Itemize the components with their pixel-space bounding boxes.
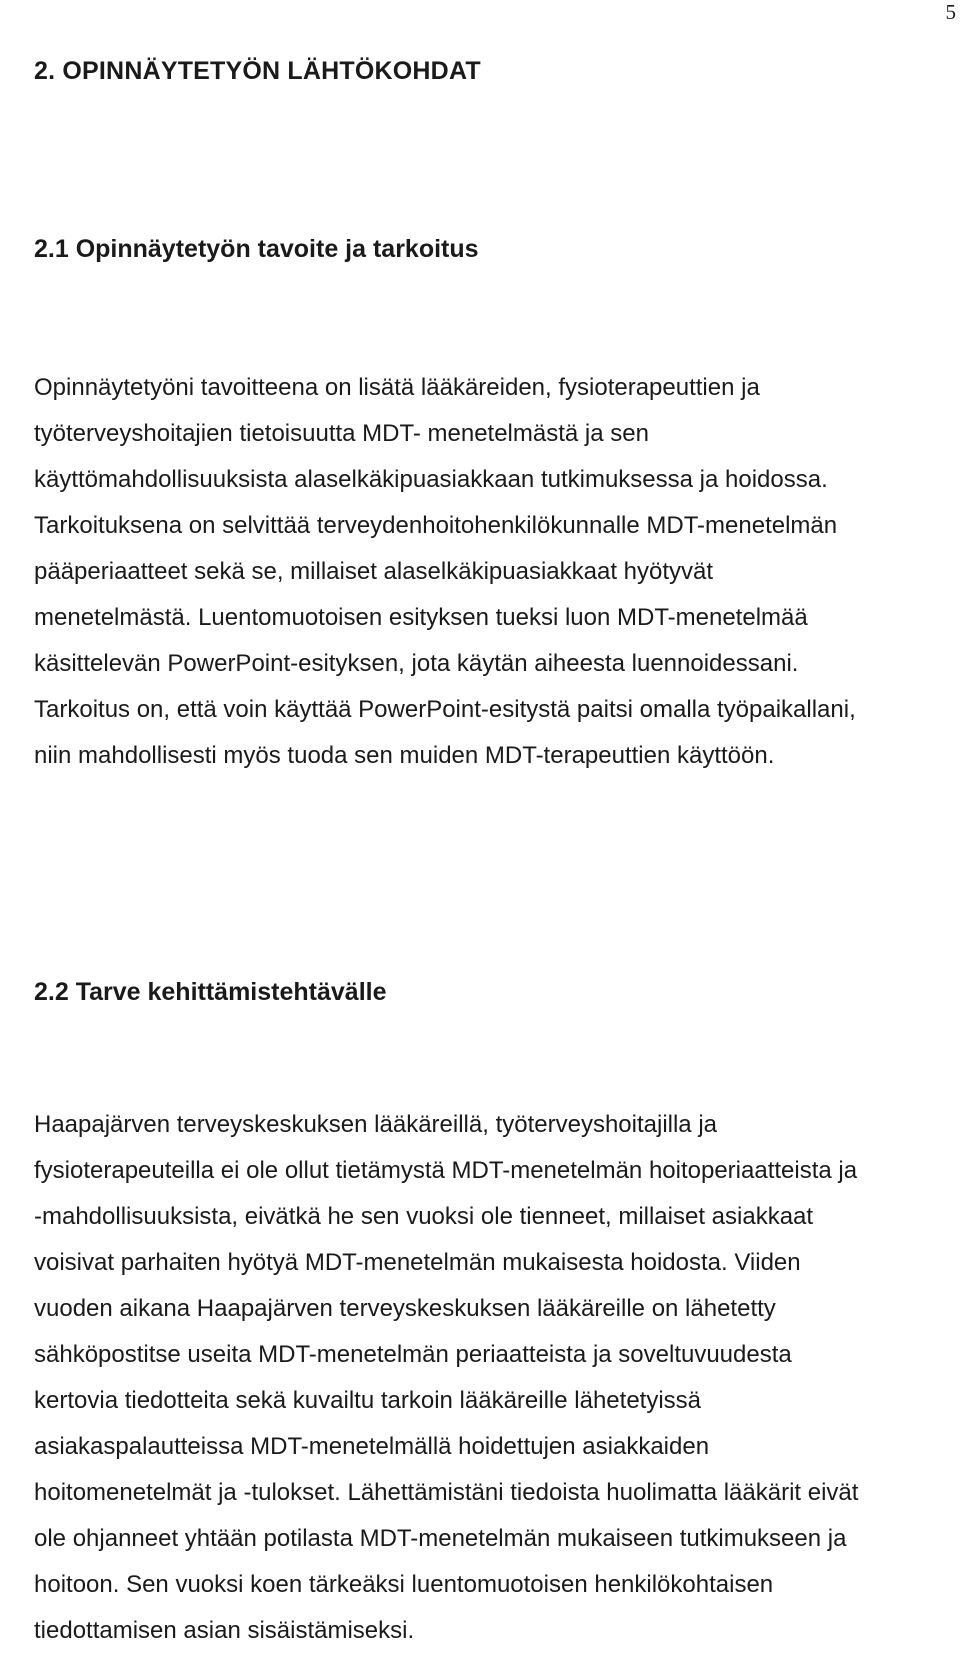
chapter-heading: 2. OPINNÄYTETYÖN LÄHTÖKOHDAT	[34, 57, 481, 85]
paragraph-line: käsittelevän PowerPoint-esityksen, jota käytän aiheesta luennoidessani.	[34, 650, 799, 677]
paragraph-line: Opinnäytetyöni tavoitteena on lisätä lääkäreiden, fysioterapeuttien ja	[34, 374, 760, 401]
section-paragraph-need	[34, 1102, 954, 1654]
section-heading-need: 2.2 Tarve kehittämistehtävälle	[34, 978, 387, 1006]
paragraph-line: Tarkoituksena on selvittää terveydenhoitohenkilökunnalle MDT-menetelmän	[34, 512, 838, 539]
paragraph-line: pääperiaatteet sekä se, millaiset alaselkäkipuasiakkaat hyötyvät	[34, 558, 714, 585]
paragraph-line: niin mahdollisesti myös tuoda sen muiden MDT-terapeuttien käyttöön.	[34, 742, 775, 769]
paragraph-line: käyttömahdollisuuksista alaselkäkipuasiakkaan tutkimuksessa ja hoidossa.	[34, 466, 828, 493]
paragraph-line: hoitoon. Sen vuoksi koen tärkeäksi luentomuotoisen henkilökohtaisen	[34, 1571, 774, 1598]
paragraph-line: kertovia tiedotteita sekä kuvailtu tarkoin lääkäreille lähetetyissä	[34, 1387, 702, 1414]
page-number: 5	[945, 0, 956, 24]
paragraph-line: hoitomenetelmät ja -tulokset. Lähettämistäni tiedoista huolimatta lääkärit eivät	[34, 1479, 859, 1506]
paragraph-line: asiakaspalautteissa MDT-menetelmällä hoidettujen asiakkaiden	[34, 1433, 710, 1460]
paragraph-line: sähköpostitse useita MDT-menetelmän periaatteista ja soveltuvuudesta	[34, 1341, 792, 1368]
paragraph-line: vuoden aikana Haapajärven terveyskeskuksen lääkäreille on lähetetty	[34, 1295, 776, 1322]
section-paragraph-goal	[34, 365, 954, 779]
paragraph-line: Tarkoitus on, että voin käyttää PowerPoint-esitystä paitsi omalla työpaikallani,	[34, 696, 856, 723]
paragraph-line: -mahdollisuuksista, eivätkä he sen vuoksi ole tienneet, millaiset asiakkaat	[34, 1203, 814, 1230]
paragraph-line: tiedottamisen asian sisäistämiseksi.	[34, 1617, 415, 1644]
paragraph-line: voisivat parhaiten hyötyä MDT-menetelmän mukaisesta hoidosta. Viiden	[34, 1249, 801, 1276]
paragraph-line: fysioterapeuteilla ei ole ollut tietämystä MDT-menetelmän hoitoperiaatteista ja	[34, 1157, 858, 1184]
section-heading-goal: 2.1 Opinnäytetyön tavoite ja tarkoitus	[34, 235, 479, 263]
paragraph-line: työterveyshoitajien tietoisuutta MDT- menetelmästä ja sen	[34, 420, 649, 447]
paragraph-line: ole ohjanneet yhtään potilasta MDT-menetelmän mukaiseen tutkimukseen ja	[34, 1525, 847, 1552]
paragraph-line: Haapajärven terveyskeskuksen lääkäreillä, työterveyshoitajilla ja	[34, 1111, 718, 1138]
paragraph-line: menetelmästä. Luentomuotoisen esityksen tueksi luon MDT-menetelmää	[34, 604, 808, 631]
